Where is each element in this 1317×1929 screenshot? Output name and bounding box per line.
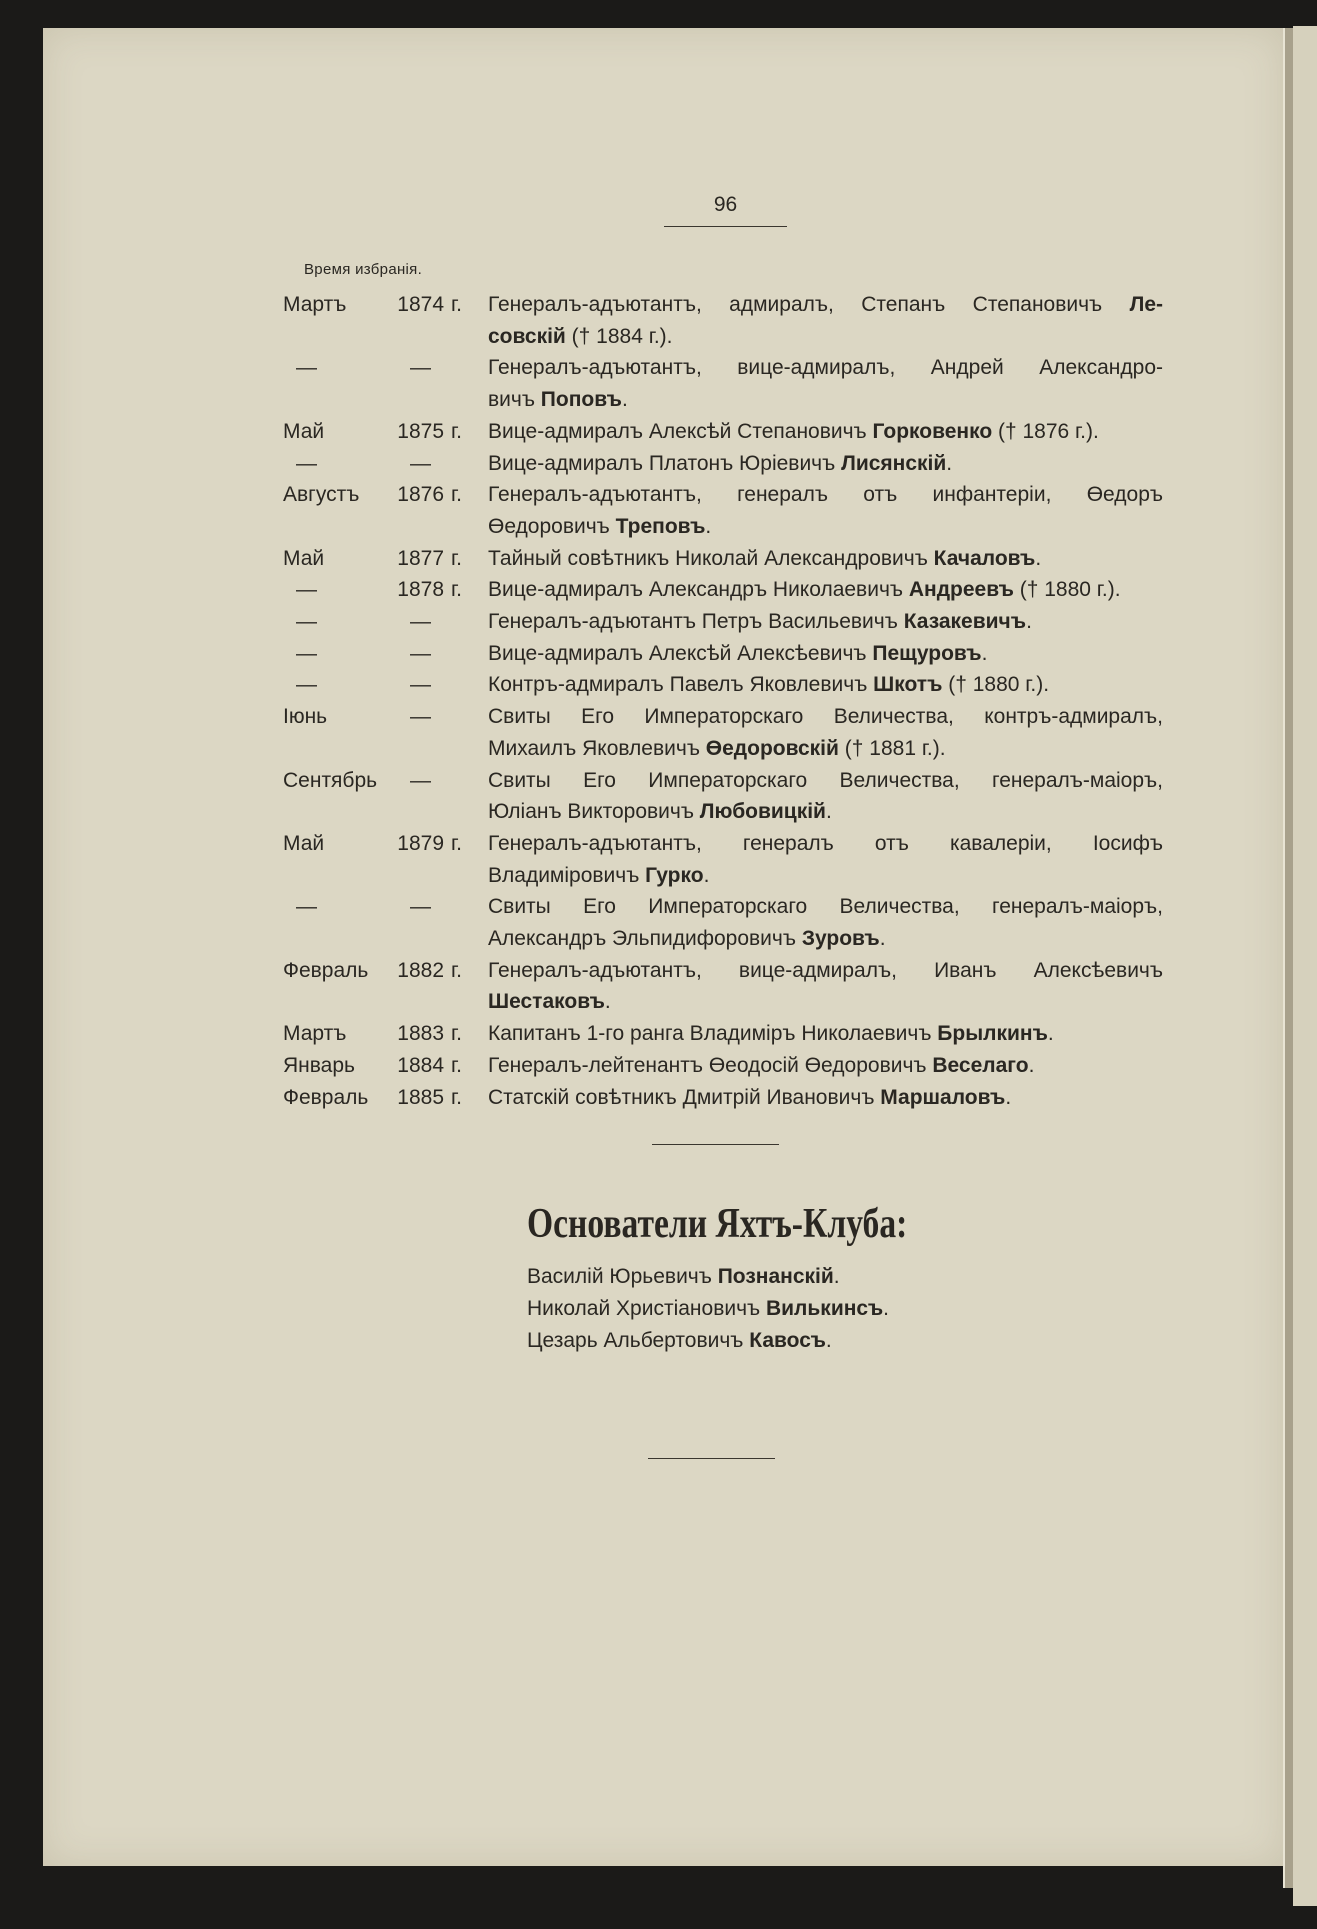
entry-text-segment: .: [946, 451, 953, 475]
entry-row: [0, 606, 1317, 638]
entry-month: —: [296, 641, 317, 665]
entry-row: [0, 352, 1317, 384]
founder-given: Цезарь Альбертовичъ: [527, 1329, 750, 1352]
entry-row: [0, 1018, 1317, 1050]
entry-text-segment: .: [825, 800, 832, 824]
entry-continuation: [0, 796, 1317, 828]
entry-text: [488, 416, 1163, 448]
member-surname: Любовицкій: [699, 800, 826, 824]
entry-year: 1885: [397, 1085, 444, 1109]
entry-row: [0, 574, 1317, 606]
entry-continuation: [0, 384, 1317, 416]
entry-year-suffix: г.: [451, 578, 462, 602]
entry-text-segment: .: [1005, 1085, 1012, 1109]
entry-year: —: [410, 610, 431, 633]
entry-year: 1877: [397, 546, 444, 570]
entry-text-segment: Генералъ-адъютантъ, генералъ отъ кавалеріи, Іосифъ: [488, 831, 1163, 855]
entry-year: —: [410, 641, 431, 665]
entry-year-suffix: г.: [451, 293, 462, 316]
entry-text-segment: .: [703, 863, 710, 887]
entry-text: [488, 638, 1163, 670]
member-surname: Брылкинъ: [937, 1022, 1048, 1046]
member-surname: Пещуровъ: [872, 641, 982, 665]
member-surname: Качаловъ: [933, 546, 1036, 570]
entry-year-suffix: г.: [451, 419, 462, 443]
entry-text-segment: Тайный совѣтникъ Николай Александровичъ: [488, 546, 934, 570]
entry-text: [488, 511, 1163, 543]
founder-item: [527, 1265, 840, 1289]
entry-year-suffix: г.: [451, 483, 462, 507]
entry-row: [0, 1050, 1317, 1082]
entry-continuation: [0, 986, 1317, 1018]
entry-continuation: [0, 733, 1317, 765]
entry-year-suffix: г.: [451, 546, 462, 570]
entry-row: [0, 701, 1317, 733]
entry-text: [488, 860, 1163, 892]
entry-month: Май: [283, 419, 325, 443]
entry-continuation: [0, 923, 1317, 955]
entry-text: [488, 1018, 1163, 1050]
entry-year: 1882: [397, 958, 444, 982]
member-surname: Казакевичъ: [903, 610, 1027, 633]
entry-text: [488, 289, 1163, 321]
entry-year: —: [410, 768, 431, 792]
entry-year: —: [410, 705, 431, 729]
member-surname: Андреевъ: [908, 578, 1014, 602]
entry-text-segment: .: [1035, 546, 1042, 570]
entry-year: 1883: [397, 1022, 444, 1046]
entry-month: —: [296, 673, 317, 697]
entry-year-suffix: г.: [451, 1022, 462, 1046]
divider-rule: [664, 226, 787, 227]
entry-text-segment: вичъ: [488, 388, 541, 412]
entry-text-segment: Генералъ-лейтенантъ Өеодосій Өедоровичъ: [488, 1053, 933, 1077]
entry-text-segment: Александръ Эльпидифоровичъ: [488, 927, 802, 950]
entry-text-segment: Генералъ-адъютантъ Петръ Васильевичъ: [488, 610, 904, 633]
entry-text: [488, 701, 1163, 733]
entry-text: [488, 384, 1163, 416]
entry-text: [488, 321, 1163, 353]
entry-row: [0, 289, 1317, 321]
member-surname: Гурко: [645, 863, 704, 887]
entry-text-segment: .: [1028, 1053, 1035, 1077]
entry-text-segment: Вице-адмиралъ Алексѣй Степановичъ: [488, 419, 873, 443]
entry-year-suffix: г.: [451, 831, 462, 855]
entry-text: [488, 1082, 1163, 1114]
entry-text-segment: Генералъ-адъютантъ, генералъ отъ инфантеріи, Өедоръ: [488, 483, 1163, 507]
entry-text-segment: Юліанъ Викторовичъ: [488, 800, 700, 824]
entry-month: Августъ: [283, 483, 360, 507]
entry-text-segment: Вице-адмиралъ Платонъ Юріевичъ: [488, 451, 842, 475]
entry-year: 1884: [397, 1053, 444, 1077]
member-surname: совскій: [488, 324, 566, 348]
entry-row: [0, 1082, 1317, 1114]
entry-row: [0, 416, 1317, 448]
entry-text: [488, 923, 1163, 955]
entry-text-segment: Статскій совѣтникъ Дмитрій Ивановичъ: [488, 1085, 881, 1109]
divider-rule: [652, 1144, 779, 1145]
entry-text-segment: († 1881 г.).: [838, 736, 946, 760]
entry-text: [488, 1050, 1163, 1082]
founder-end: .: [883, 1297, 889, 1320]
entry-month: —: [296, 451, 317, 475]
entry-text-segment: .: [981, 641, 988, 665]
entry-month: Январь: [283, 1053, 355, 1077]
entry-text: [488, 669, 1163, 701]
entry-row: [0, 891, 1317, 923]
entry-year: 1875: [397, 419, 444, 443]
entry-text: [488, 606, 1163, 638]
entry-text: [488, 574, 1163, 606]
entry-year: 1878: [397, 578, 444, 602]
founder-given: Василій Юрьевичъ: [527, 1265, 718, 1288]
entry-year-suffix: г.: [451, 1053, 462, 1077]
entry-text: [488, 796, 1163, 828]
entry-year: —: [410, 895, 431, 919]
entry-text-segment: .: [705, 514, 712, 538]
member-surname: Шестаковъ: [488, 990, 605, 1014]
member-surname: Лисянскій: [841, 451, 947, 475]
entry-continuation: [0, 860, 1317, 892]
entry-month: Май: [283, 831, 325, 855]
member-surname: Маршаловъ: [880, 1085, 1006, 1109]
entry-text: [488, 891, 1163, 923]
entry-text-segment: Капитанъ 1-го ранга Владиміръ Николаевичъ: [488, 1022, 938, 1046]
entry-year-suffix: г.: [451, 958, 462, 982]
entry-text-segment: Өедоровичъ: [488, 514, 616, 538]
entry-month: —: [296, 610, 317, 633]
entry-text-segment: Вице-адмиралъ Алексѣй Алексѣевичъ: [488, 641, 873, 665]
entry-text-segment: Владиміровичъ: [488, 863, 646, 887]
entry-month: Іюнь: [283, 705, 328, 729]
entry-year: 1876: [397, 483, 444, 507]
entry-text: [488, 828, 1163, 860]
page-number: 96: [713, 193, 738, 216]
member-surname: Поповъ: [540, 388, 622, 412]
column-header: Время избранія.: [304, 261, 423, 278]
entry-year: —: [410, 356, 431, 380]
entry-text: [488, 986, 1163, 1018]
founder-surname: Кавосъ: [749, 1329, 826, 1352]
entry-year: 1874: [397, 293, 444, 316]
founder-end: .: [833, 1265, 840, 1288]
entry-month: —: [296, 578, 317, 602]
member-surname: Ле-: [1129, 293, 1163, 316]
entry-month: —: [296, 356, 317, 380]
entry-text: [488, 479, 1163, 511]
member-surname: Өедоровскій: [705, 736, 839, 760]
member-surname: Треповъ: [615, 514, 706, 538]
entry-year: —: [410, 451, 431, 475]
entry-text-segment: Михаилъ Яковлевичъ: [488, 736, 706, 760]
entry-row: [0, 479, 1317, 511]
entry-row: [0, 448, 1317, 480]
entry-text-segment: Свиты Его Императорскаго Величества, контръ-адмиралъ,: [488, 705, 1163, 729]
entry-row: [0, 669, 1317, 701]
founder-given: Николай Христіановичъ: [527, 1297, 766, 1320]
founders-title: Основатели Яхтъ-Клуба:: [527, 1201, 908, 1247]
entry-month: Май: [283, 546, 325, 570]
entry-month: Мартъ: [283, 293, 347, 316]
founder-item: [527, 1329, 832, 1353]
entry-text-segment: .: [879, 927, 886, 950]
entry-text-segment: .: [604, 990, 611, 1014]
entry-month: Февраль: [283, 1085, 369, 1109]
founder-surname: Вилькинсъ: [765, 1297, 884, 1320]
entry-row: [0, 955, 1317, 987]
founder-end: .: [825, 1329, 832, 1352]
entry-text: [488, 352, 1163, 384]
entry-text-segment: .: [1047, 1022, 1054, 1046]
entry-continuation: [0, 511, 1317, 543]
entry-text-segment: († 1880 г.).: [1013, 578, 1121, 602]
member-surname: Веселаго: [932, 1053, 1029, 1077]
member-surname: Шкотъ: [873, 673, 943, 697]
entry-text: [488, 543, 1163, 575]
entry-continuation: [0, 321, 1317, 353]
entry-text: [488, 955, 1163, 987]
entry-text-segment: († 1880 г.).: [942, 673, 1050, 697]
entry-text-segment: († 1876 г.).: [992, 419, 1099, 443]
entry-text-segment: Генералъ-адъютантъ, адмиралъ, Степанъ Степановичъ: [488, 293, 1130, 316]
entry-year: 1879: [397, 831, 444, 855]
entry-text-segment: .: [621, 388, 628, 412]
entry-row: [0, 828, 1317, 860]
divider-rule: [648, 1458, 775, 1459]
entry-row: [0, 765, 1317, 797]
entry-year: —: [410, 673, 431, 697]
entry-text-segment: .: [1026, 610, 1032, 633]
entry-month: Мартъ: [283, 1022, 347, 1046]
entry-text-segment: Контръ-адмиралъ Павелъ Яковлевичъ: [488, 673, 874, 697]
founder-item: [527, 1297, 889, 1321]
entry-text: [488, 765, 1163, 797]
member-surname: Горковенко: [872, 419, 993, 443]
entry-text-segment: Генералъ-адъютантъ, вице-адмиралъ, Иванъ Алексѣевичъ: [488, 958, 1163, 982]
entry-text-segment: Свиты Его Императорскаго Величества, генералъ-маіоръ,: [488, 895, 1163, 919]
entry-month: Сентябрь: [283, 768, 378, 792]
entry-text-segment: Вице-адмиралъ Александръ Николаевичъ: [488, 578, 909, 602]
founder-surname: Познанскій: [717, 1265, 834, 1288]
member-surname: Зуровъ: [801, 927, 880, 950]
entry-text: [488, 448, 1163, 480]
entry-year-suffix: г.: [451, 1085, 462, 1109]
entry-text-segment: Генералъ-адъютантъ, вице-адмиралъ, Андрей Александро-: [488, 356, 1163, 380]
entry-text-segment: († 1884 г.).: [565, 324, 673, 348]
entry-row: [0, 638, 1317, 670]
entry-row: [0, 543, 1317, 575]
entry-text: [488, 733, 1163, 765]
entry-text-segment: Свиты Его Императорскаго Величества, генералъ-маіоръ,: [488, 768, 1163, 792]
entry-month: —: [296, 895, 317, 919]
entry-month: Февраль: [283, 958, 369, 982]
